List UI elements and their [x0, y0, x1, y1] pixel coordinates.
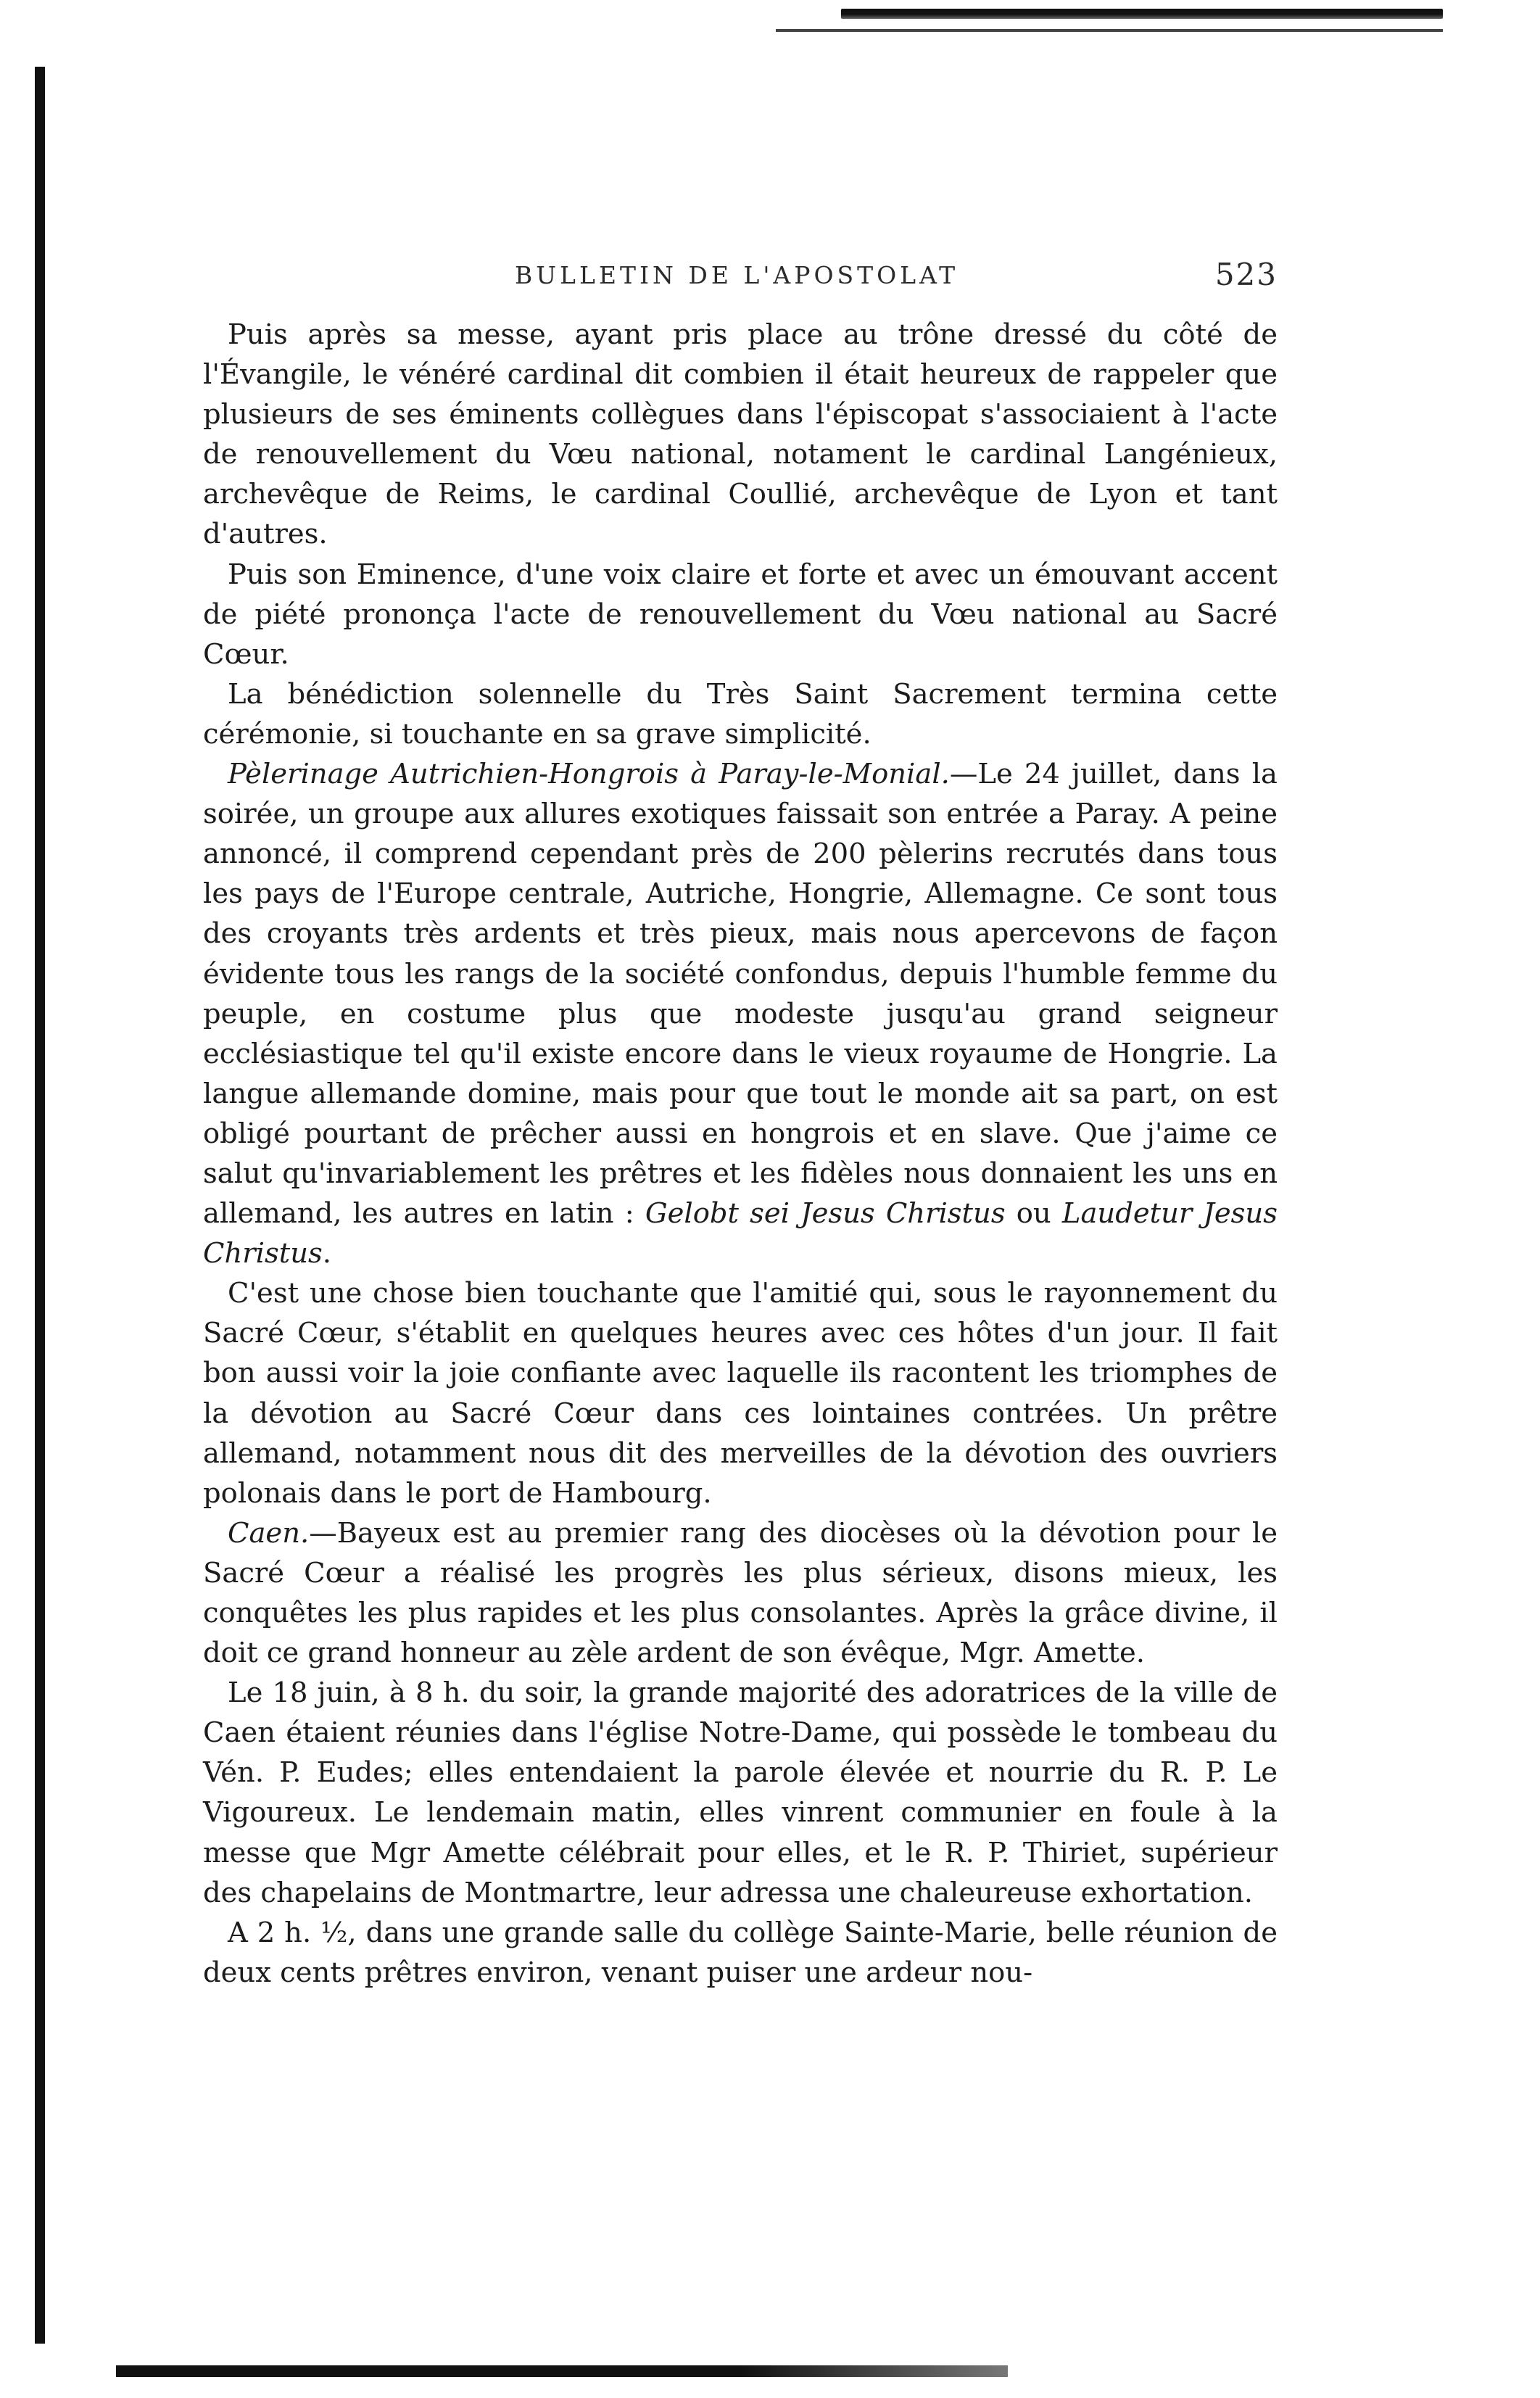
- section-lead: Caen.: [228, 1516, 310, 1550]
- page-number: 523: [1214, 257, 1278, 292]
- paragraph: Puis après sa messe, ayant pris place au trône dressé du côté de l'Évangile, le vénéré cardinal dit combien il était heureux de rappeler que plusieurs de ses éminents collègues dans l'épiscopat s'associaient à l'acte de renouvellement du Vœu national, notament le cardinal Langénieux, archevêque de Reims, le cardinal Coullié, archevêque de Lyon et tant d'autres.: [203, 318, 1278, 551]
- scan-edge-top: [841, 9, 1443, 19]
- paragraph: Puis son Eminence, d'une voix claire et forte et avec un émouvant accent de piété prononça l'acte de renouvellement du Vœu national au Sacré Cœur.: [203, 558, 1278, 671]
- paragraph: A 2 h. ½, dans une grande salle du collège Sainte-Marie, belle réunion de deux cents prêtres environ, venant puiser une ardeur nou-: [203, 1916, 1278, 1989]
- running-head: [203, 257, 1278, 305]
- section-lead: Pèlerinage Autrichien-Hongrois à Paray-le-Monial.: [228, 758, 950, 791]
- paragraph: Caen.—Bayeux est au premier rang des diocèses où la dévotion pour le Sacré Cœur a réalisé les progrès les plus sérieux, disons mieux, les conquêtes les plus rapides et les plus consolantes. Après la grâce divine, il doit ce grand honneur au zèle ardent de son évêque, Mgr. Amette.: [203, 1516, 1278, 1670]
- book-page: [203, 257, 1278, 1993]
- scan-edge-left: [35, 67, 45, 2344]
- latin-greeting: Gelobt sei Jesus Christus: [645, 1197, 1006, 1231]
- running-head-title: BULLETIN DE L'APOSTOLAT: [515, 261, 959, 289]
- paragraph: Le 18 juin, à 8 h. du soir, la grande majorité des adoratrices de la ville de Caen étaient réunies dans l'église Notre-Dame, qui possède le tombeau du Vén. P. Eudes; elles entendaient la parole élevée et nourrie du R. P. Le Vigoureux. Le lendemain matin, elles vinrent communier en foule à la messe que Mgr Amette célébrait pour elles, et le R. P. Thiriet, supérieur des chapelains de Montmartre, leur adressa une chaleureuse exhortation.: [203, 1676, 1278, 1909]
- body-text: [203, 315, 1278, 1993]
- paragraph: Pèlerinage Autrichien-Hongrois à Paray-le-Monial.—Le 24 juillet, dans la soirée, un groupe aux allures exotiques faissait son entrée a Paray. A peine annoncé, il comprend cependant près de 200 pèlerins recrutés dans tous les pays de l'Europe centrale, Autriche, Hongrie, Allemagne. Ce sont tous des croyants très ardents et très pieux, mais nous apercevons de façon évidente tous les rangs de la société confondus, depuis l'humble femme du peuple, en costume plus que modeste jusqu'au grand seigneur ecclésiastique tel qu'il existe encore dans le vieux royaume de Hongrie. La langue allemande domine, mais pour que tout le monde ait sa part, on est obligé pourtant de prêcher aussi en hongrois et en slave. Que j'aime ce salut qu'invariablement les prêtres et les fidèles nous donnaient les uns en allemand, les autres en latin : Gelobt sei Jesus Christus ou Laudetur Jesus Christus.: [203, 758, 1278, 1270]
- paragraph: La bénédiction solennelle du Très Saint Sacrement termina cette cérémonie, si touchante en sa grave simplicité.: [203, 677, 1278, 751]
- paragraph: C'est une chose bien touchante que l'amitié qui, sous le rayonnement du Sacré Cœur, s'établit en quelques heures avec ces hôtes d'un jour. Il fait bon aussi voir la joie confiante avec laquelle ils racontent les triomphes de la dévotion au Sacré Cœur dans ces lointaines contrées. Un prêtre allemand, notamment nous dit des merveilles de la dévotion des ouvriers polonais dans le port de Hambourg.: [203, 1277, 1278, 1510]
- scan-edge-bottom: [116, 2365, 1008, 2377]
- latin-greeting: Laudetur Jesus Christus: [203, 1197, 1278, 1270]
